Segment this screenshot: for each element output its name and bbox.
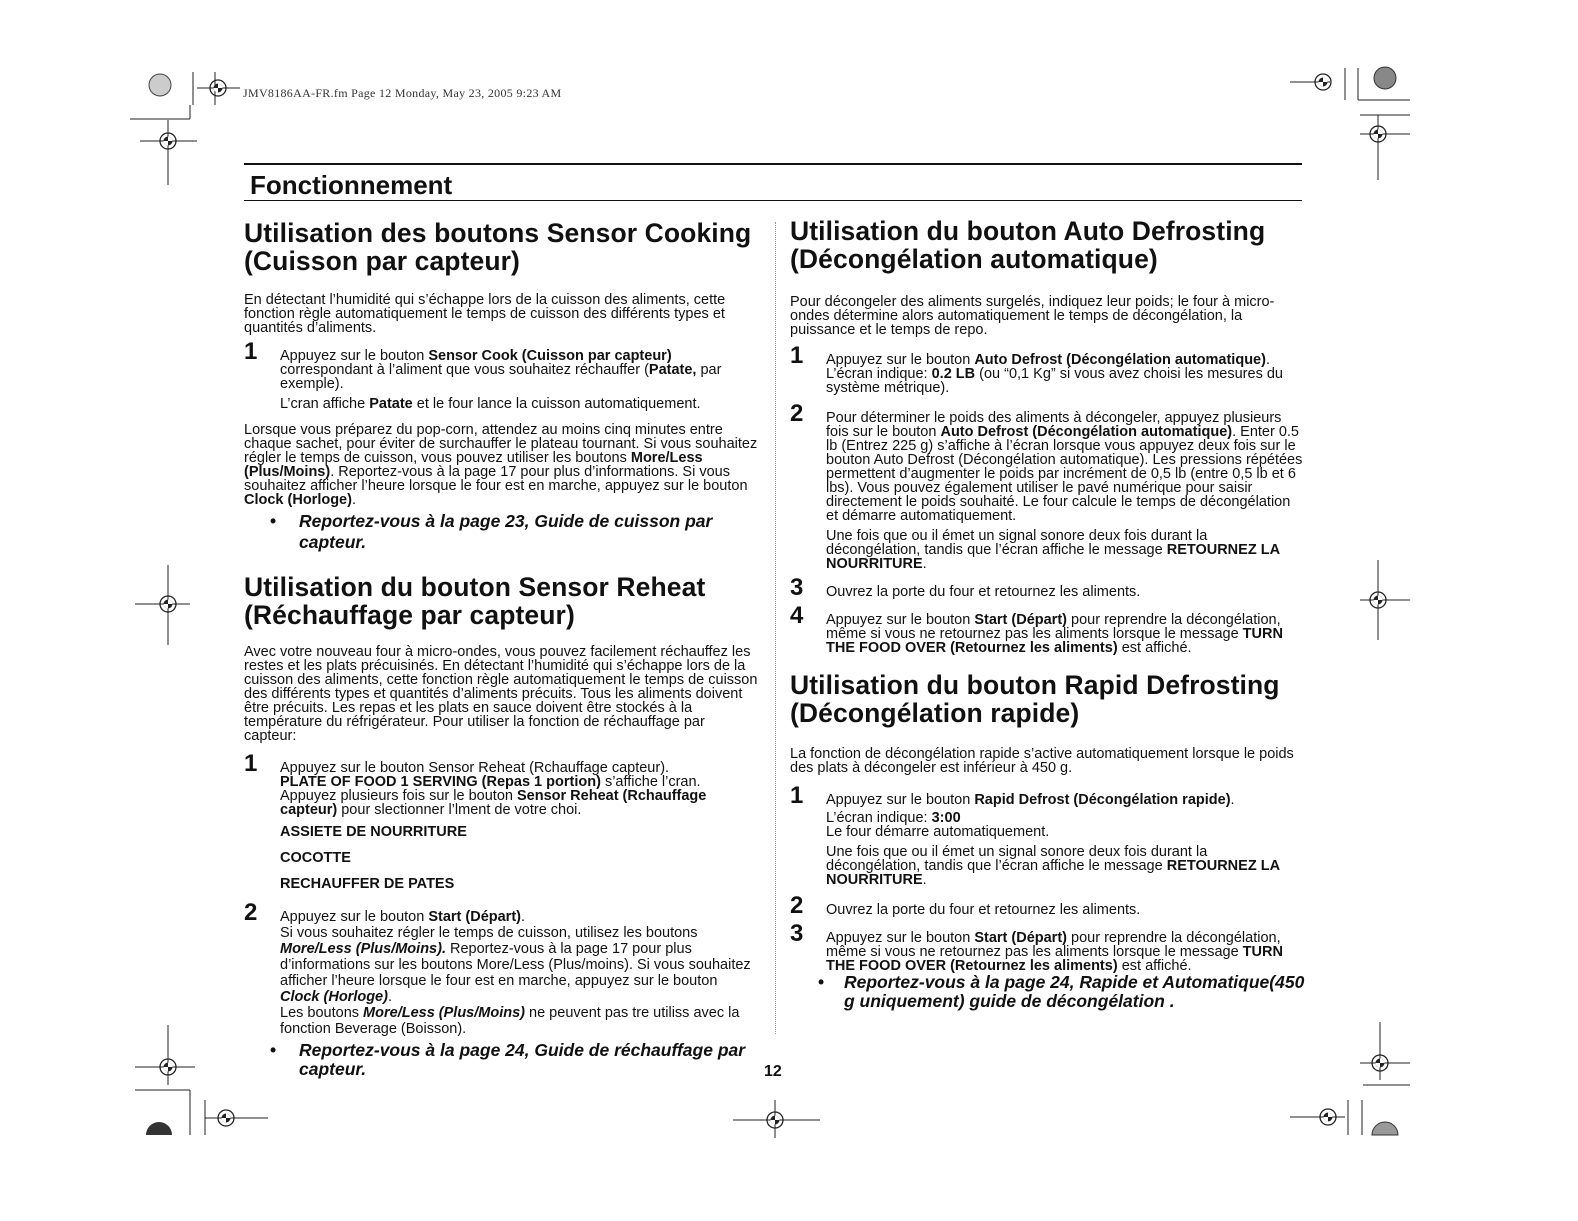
step-number: 2: [244, 899, 258, 926]
sensor-cooking-title: Utilisation des boutons Sensor Cooking (Cuisson par capteur): [244, 218, 752, 276]
top-rule: [244, 163, 1302, 165]
crop-mark-mid-left: [135, 565, 190, 645]
crop-mark-top-left: [130, 72, 240, 185]
sensor-reheat-note: • Reportez-vous à la page 24, Guide de réchauffage par capteur.: [270, 1040, 746, 1079]
sensor-reheat-step-1: 1 Appuyez sur le bouton Sensor Reheat (Rchauffage capteur). PLATE OF FOOD 1 SERVING (Repas 1 portion) s’affiche l’cran. Appuyez plusieurs fois sur le bouton Sensor Reheat (Rchauffage capteur) pour slectionner l’lment de votre choi. ASSIETE DE NOURRITURE COCOTTE RECHAUFFER DE PATES: [244, 761, 759, 891]
menu-option: RECHAUFFER DE PATES: [280, 876, 455, 892]
step-number: 1: [244, 750, 258, 777]
right-column: [790, 217, 1305, 1025]
rapid-defrost-note: • Reportez-vous à la page 24, Rapide et Automatique(450 g uniquement) guide de décongélation .: [818, 972, 1305, 1011]
step-number: 1: [244, 338, 258, 365]
crop-mark-bottom-right: [1290, 1022, 1410, 1135]
section-title: Fonctionnement: [250, 170, 453, 200]
menu-option: COCOTTE: [280, 850, 351, 866]
sensor-reheat-step-2: 2 Appuyez sur le bouton Start (Départ). Si vous souhaitez régler le temps de cuisson, utilisez les boutons More/Less (Plus/Moins). Reportez-vous à la page 17 pour plus d’informations sur les boutons More/Less (Plus/moins). Si vous souhaitez afficher l’heure lorsque le four est en marche, appuyez sur le bouton Clock (Horloge). Les boutons More/Less (Plus/Moins) ne peuvent pas tre utiliss avec la fonction Beverage (Boisson).: [244, 899, 751, 1037]
crop-mark-top-right: [1290, 67, 1410, 180]
file-info-header: JMV8186AA-FR.fm Page 12 Monday, May 23, 2005 9:23 AM: [243, 86, 562, 100]
column-divider: [775, 222, 776, 1034]
step-number: 1: [790, 782, 804, 809]
title-rule: [244, 200, 1302, 201]
rapid-defrost-step-1: 1 Appuyez sur le bouton Rapid Defrost (Décongélation rapide). L’écran indique: 3:00 Le four démarre automatiquement. Une fois que ou il émet un signal sonore deux fois durant la décongélation, tandis que l’écran affiche le message RETOURNEZ LA NOURRITURE.: [790, 782, 1280, 888]
page-number: 12: [764, 1063, 782, 1080]
step-number: 3: [790, 574, 804, 601]
crop-mark-bottom-center: [733, 1100, 820, 1138]
crop-mark-mid-right: [1360, 560, 1410, 640]
auto-defrost-step-3: 3 Ouvrez la porte du four et retournez les aliments.: [790, 574, 1141, 601]
step-number: 2: [790, 892, 804, 919]
step-number: 3: [790, 920, 804, 947]
auto-defrost-intro: Pour décongeler des aliments surgelés, indiquez leur poids; le four à micro-ondes détermine alors automatiquement le temps de décongélation, la puissance et le temps de repo.: [790, 294, 1275, 338]
left-column: [244, 219, 759, 1093]
rapid-defrost-step-3: 3 Appuyez sur le bouton Start (Départ) pour reprendre la décongélation, même si vous ne retournez pas les aliments lorsque le message TURN THE FOOD OVER (Retournez les aliments) est affiché.: [790, 920, 1283, 974]
sensor-cooking-step-1: 1 Appuyez sur le bouton Sensor Cook (Cuisson par capteur) correspondant à l’aliment que vous souhaitez réchauffer (Patate, par exemple). L’cran affiche Patate et le four lance la cuisson automatiquement.: [244, 338, 722, 412]
sensor-reheat-intro: Avec votre nouveau four à micro-ondes, vous pouvez facilement réchauffez les restes et les plats précuisinés. En détectant l’humidité qui s’échappe lors de la cuisson des aliments, cette fonction règle automatiquement le temps de cuisson des différents types et quantités d’aliments précuits. Tous les aliments doivent être précuits. Les repas et les plats en sauce doivent être stockés à la température du réfrigérateur. Pour utiliser la fonction de réchauffage par capteur:: [244, 644, 758, 744]
auto-defrost-step-4: 4 Appuyez sur le bouton Start (Départ) pour reprendre la décongélation, même si vous ne retournez pas les aliments lorsque le message TURN THE FOOD OVER (Retournez les aliments) est affiché.: [790, 602, 1283, 656]
step-number: 1: [790, 342, 804, 369]
sensor-cooking-intro: En détectant l’humidité qui s’échappe lors de la cuisson des aliments, cette fonction règle automatiquement le temps de cuisson des différents types et quantités d’aliments.: [244, 292, 726, 336]
sensor-cooking-note: • Reportez-vous à la page 23, Guide de cuisson par capteur.: [270, 511, 713, 552]
rapid-defrost-intro: La fonction de décongélation rapide s’active automatiquement lorsque le poids des plats à décongeler est inférieur à 450 g.: [790, 746, 1294, 776]
rapid-defrost-step-2: 2 Ouvrez la porte du four et retournez les aliments.: [790, 892, 1141, 919]
auto-defrost-title: Utilisation du bouton Auto Defrosting (Décongélation automatique): [790, 216, 1266, 274]
sensor-reheat-title: Utilisation du bouton Sensor Reheat (Réchauffage par capteur): [244, 572, 706, 630]
menu-option: ASSIETE DE NOURRITURE: [280, 824, 467, 840]
sensor-cooking-body: Lorsque vous préparez du pop-corn, attendez au moins cinq minutes entre chaque sachet, pour éviter de surchauffer le plateau tournant. Si vous souhaitez régler le temps de cuisson, vous pouvez utiliser les boutons More/Less (Plus/Moins). Reportez-vous à la page 17 pour plus d’informations. Si vous souhaitez afficher l’heure lorsque le four est en marche, appuyez sur le bouton Clock (Horloge).: [244, 422, 758, 508]
auto-defrost-step-2: 2 Pour déterminer le poids des aliments à décongeler, appuyez plusieurs fois sur le bouton Auto Defrost (Décongélation automatique). Enter 0.5 lb (Entrez 225 g) s’affiche à l’écran lorsque vous appuyez deux fois sur le bouton Auto Defrost (Décongélation automatique). Les pressions répétées permettent d’augmenter le poids par incrément de 0,5 lb (entre 0,5 lb et 6 lbs). Vous pouvez également utiliser le pavé numérique pour saisir directement le poids souhaité. Le four calcule le temps de décongélation et démarre automatiquement. Une fois que ou il émet un signal sonore deux fois durant la décongélation, tandis que l’écran affiche le message RETOURNEZ LA NOURRITURE.: [790, 400, 1303, 572]
step-number: 4: [790, 602, 804, 629]
auto-defrost-step-1: 1 Appuyez sur le bouton Auto Defrost (Décongélation automatique). L’écran indique: 0.2 LB (ou “0,1 Kg” si vous avez choisi les mesures du système métrique).: [790, 342, 1283, 396]
rapid-defrost-title: Utilisation du bouton Rapid Defrosting (Décongélation rapide): [790, 670, 1280, 728]
step-number: 2: [790, 400, 804, 427]
